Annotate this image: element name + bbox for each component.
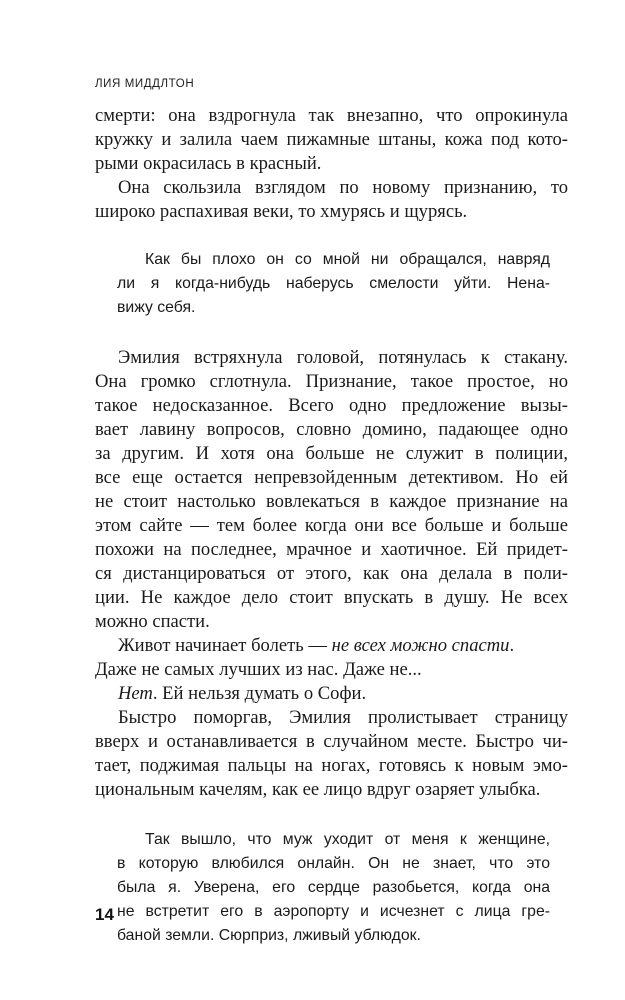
confession-quote-1 <box>95 248 568 320</box>
text-line: циональным качелям, как ее лицо вдруг озаряет улыбка. <box>95 779 541 800</box>
text-line: этом сайте — тем более когда они все больше и больше <box>95 515 568 536</box>
quote-line: Как бы плохо он со мной ни обращался, навряд <box>145 251 550 268</box>
text-line: Быстро поморгав, Эмилия пролистывает страницу <box>118 707 568 728</box>
text-line: не стоит настолько вовлекаться в каждое признание на <box>95 491 568 512</box>
text-line: такое недосказанное. Всего одно предложение вызы- <box>95 395 568 416</box>
text-line: похожи на последнее, мрачное и хаотичное. Ей придет- <box>95 539 568 560</box>
text-line <box>95 634 568 658</box>
paragraph-6 <box>95 706 568 802</box>
text-run: . Ей нельзя думать о Софи. <box>152 683 367 704</box>
text-line: все еще остается непревзойденным детективом. Но ей <box>95 467 568 488</box>
spacer <box>95 224 568 248</box>
quote-line: Так вышло, что муж уходит от меня к женщине, <box>145 831 550 848</box>
running-head: ЛИЯ МИДДЛТОН <box>95 78 195 90</box>
text-line: рыми окрасилась в красный. <box>95 153 322 174</box>
text-line: Даже не самых лучших из нас. Даже не... <box>95 659 422 680</box>
quote-line: ли я когда-нибудь наберусь смелости уйти. Нена- <box>117 275 550 292</box>
paragraph-4 <box>95 634 568 682</box>
text-line <box>95 682 568 706</box>
text-line: кружку и залила чаем пижамные штаны, кожа под кото- <box>95 129 568 150</box>
text-line: ции. Не каждое дело стоит впускать в душу. Не всех <box>95 587 568 608</box>
text-run: Живот начинает болеть — <box>118 635 332 656</box>
quote-line: не встретит его в аэропорту и исчезнет с лица гре- <box>117 903 550 920</box>
page-number: 14 <box>95 905 114 924</box>
paragraph-1 <box>95 104 568 176</box>
quote-line: вижу себя. <box>117 299 196 316</box>
text-line: Она громко сглотнула. Признание, такое простое, но <box>95 371 568 392</box>
spacer <box>95 320 568 346</box>
spacer <box>95 802 568 828</box>
page-body <box>95 104 568 948</box>
paragraph-5 <box>95 682 568 706</box>
quote-line: была я. Уверена, его сердце разобьется, когда она <box>117 879 550 896</box>
text-line: тает, поджимая пальцы на ногах, готовясь к новым эмо- <box>95 755 568 776</box>
text-line: за другим. И хотя она больше не служит в полиции, <box>95 443 568 464</box>
text-line: можно спасти. <box>95 611 210 632</box>
quote-line: баной земли. Сюрприз, лживый ублюдок. <box>117 927 421 944</box>
quote-line: в которую влюбился онлайн. Он не знает, что это <box>117 855 550 872</box>
text-line: Она скользила взглядом по новому признанию, то <box>118 177 568 198</box>
text-line: вверх и останавливается в случайном месте. Быстро чи- <box>95 731 568 752</box>
paragraph-2 <box>95 176 568 224</box>
text-line: ся дистанцироваться от этого, как она делала в поли- <box>95 563 568 584</box>
italic-word: Нет <box>118 683 153 704</box>
text-line: Эмилия встряхнула головой, потянулась к стакану. <box>118 347 568 368</box>
text-run: . <box>509 635 515 656</box>
text-line: смерти: она вздрогнула так внезапно, что опрокинула <box>95 105 568 126</box>
text-line: широко распахивая веки, то хмурясь и щурясь. <box>95 201 468 222</box>
italic-phrase: не всех можно спасти <box>331 635 510 656</box>
paragraph-3 <box>95 346 568 634</box>
text-line: вает лавину вопросов, словно домино, падающее одно <box>95 419 568 440</box>
confession-quote-2 <box>95 828 568 948</box>
